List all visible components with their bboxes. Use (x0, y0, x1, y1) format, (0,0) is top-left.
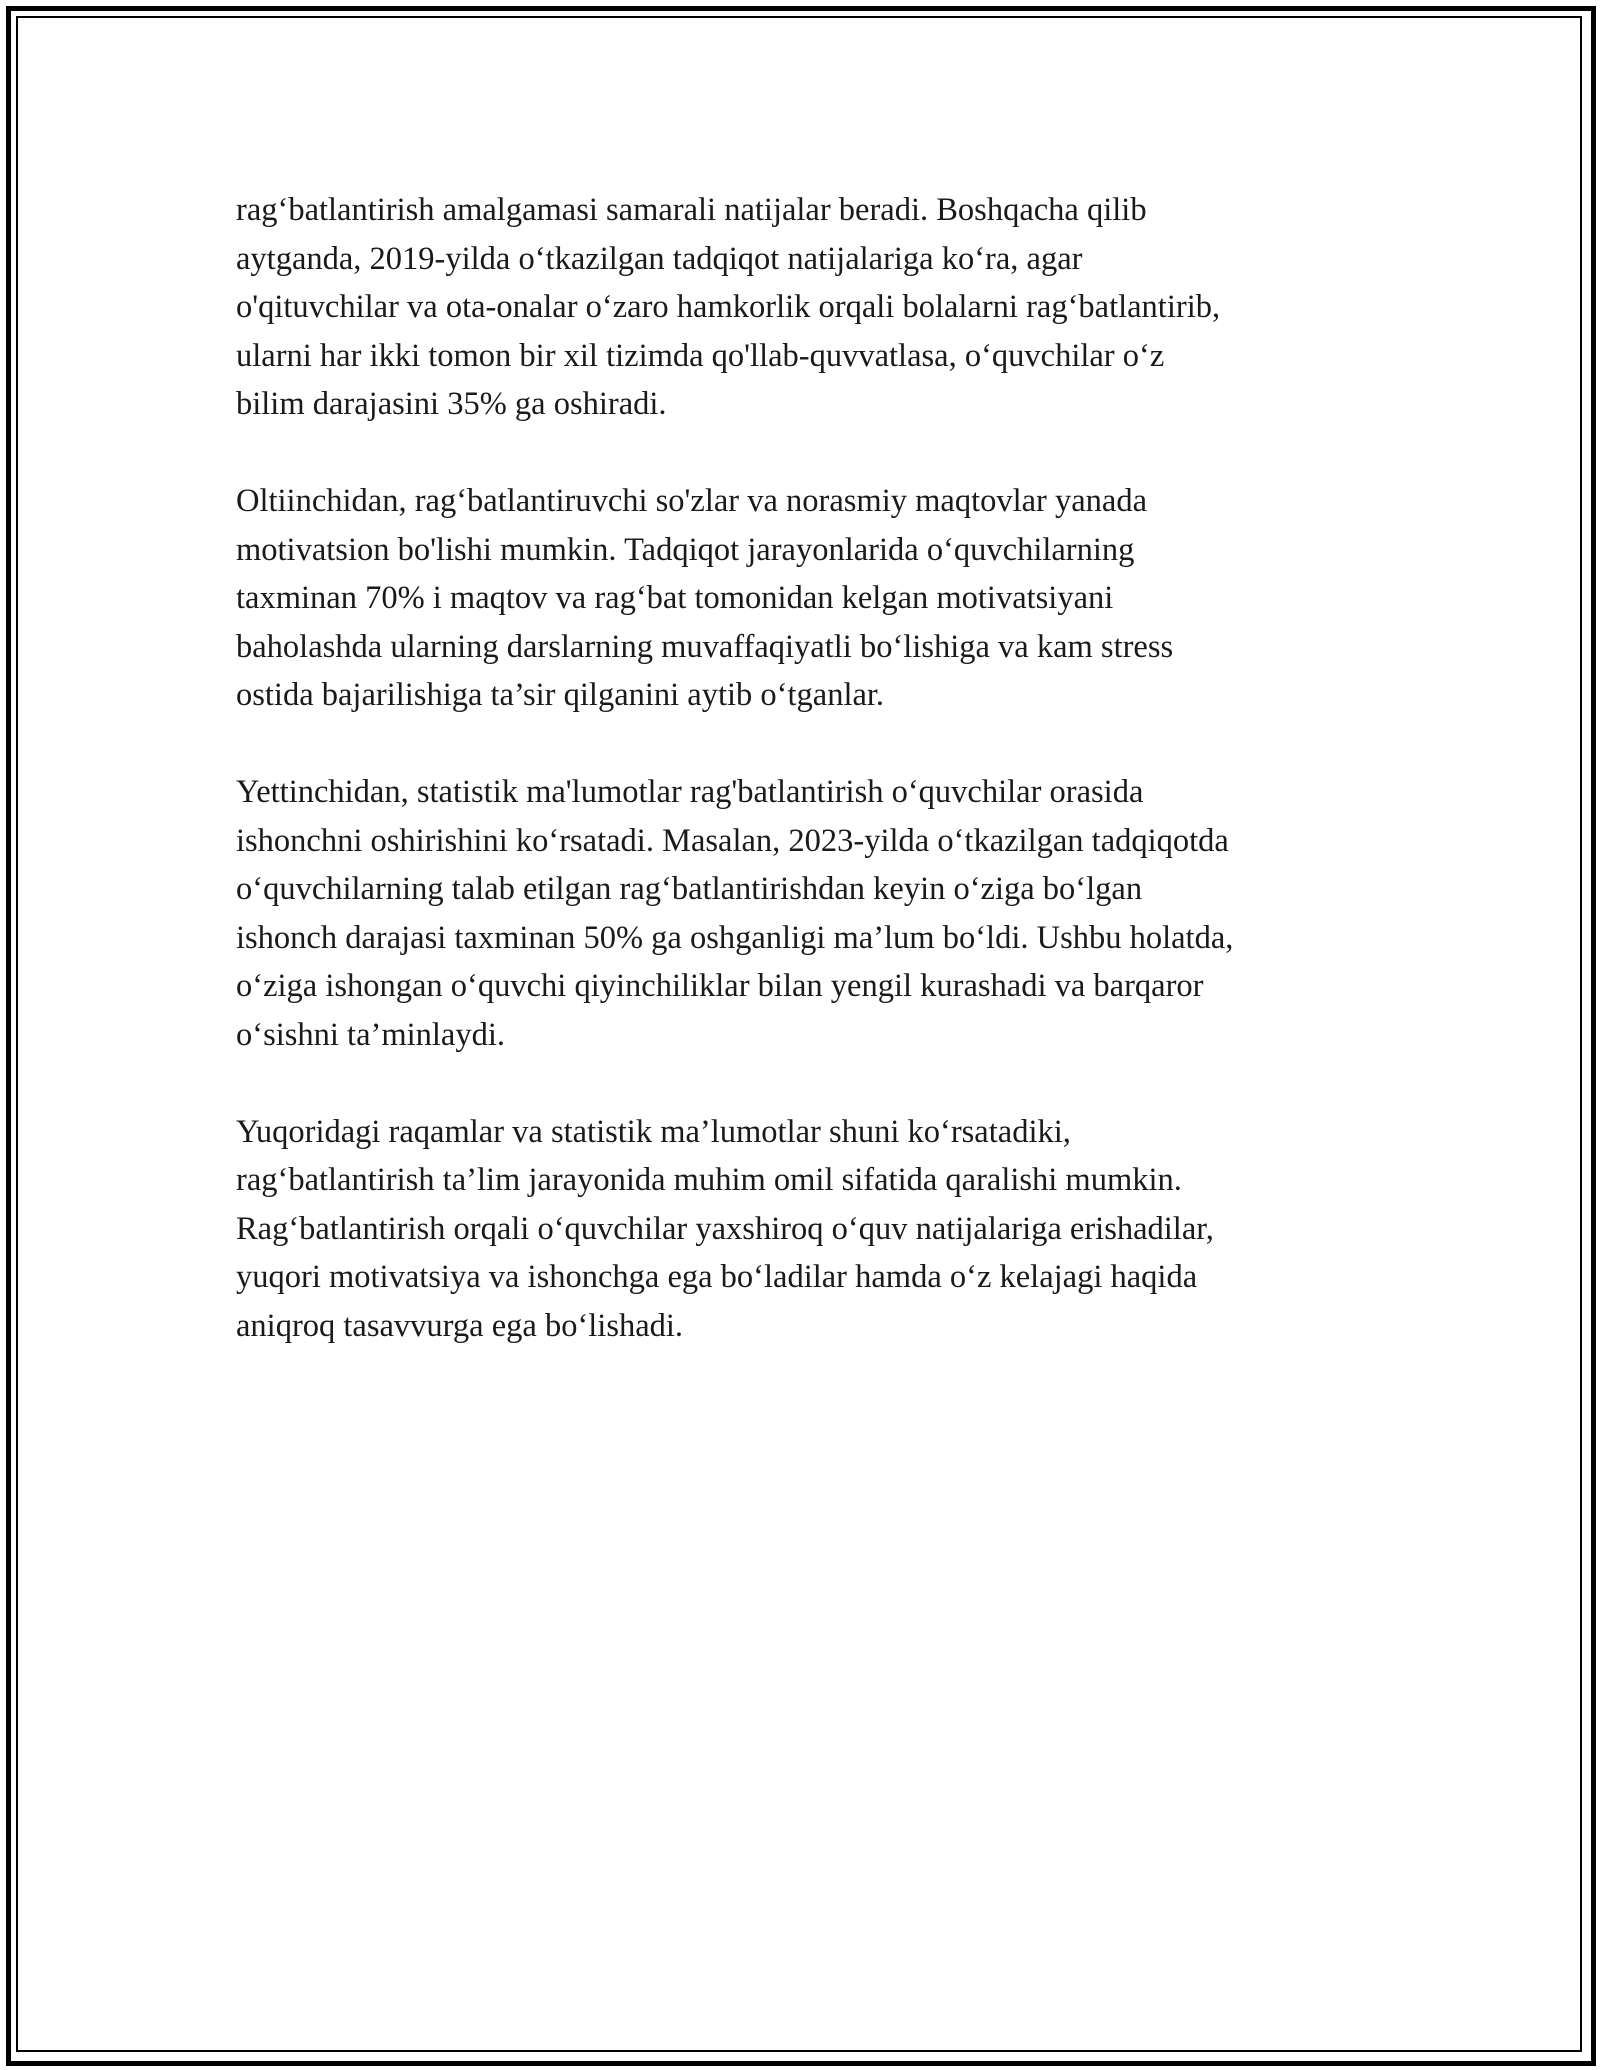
text-line: ishonchni oshirishini ko‘rsatadi. Masalan, 2023-yilda o‘tkazilgan tadqiqotda (236, 822, 1229, 859)
paragraph-3 (236, 768, 1376, 1059)
text-line: o‘quvchilarning talab etilgan rag‘batlantirishdan keyin o‘ziga bo‘lgan (236, 871, 1143, 907)
text-line: rag‘batlantirish amalgamasi samarali natijalar beradi. Boshqacha qilib (236, 192, 1147, 228)
text-line: o‘sishni ta’minlaydi. (236, 1016, 505, 1053)
text-line: aytganda, 2019-yilda o‘tkazilgan tadqiqot natijalariga ko‘ra, agar (236, 240, 1083, 277)
text-line: ostida bajarilishiga ta’sir qilganini aytib o‘tganlar. (236, 677, 885, 713)
paragraph-2 (236, 477, 1376, 720)
paragraph-4 (236, 1108, 1376, 1351)
text-line: Yettinchidan, statistik ma'lumotlar rag'batlantirish o‘quvchilar orasida (236, 774, 1144, 810)
text-line: ularni har ikki tomon bir xil tizimda qo'llab-quvvatlasa, o‘quvchilar o‘z (236, 337, 1165, 374)
text-line: motivatsion bo'lishi mumkin. Tadqiqot jarayonlarida o‘quvchilarning (236, 531, 1135, 568)
text-line: ishonch darajasi taxminan 50% ga oshganligi ma’lum bo‘ldi. Ushbu holatda, (236, 919, 1234, 956)
text-line: yuqori motivatsiya va ishonchga ega bo‘ladilar hamda o‘z kelajagi haqida (236, 1259, 1198, 1295)
text-line: o‘ziga ishongan o‘quvchi qiyinchiliklar bilan yengil kurashadi va barqaror (236, 968, 1204, 1004)
text-line: aniqroq tasavvurga ega bo‘lishadi. (236, 1307, 684, 1344)
text-line: taxminan 70% i maqtov va rag‘bat tomonidan kelgan motivatsiyani (236, 580, 1114, 616)
text-line: Yuqoridagi raqamlar va statistik ma’lumotlar shuni ko‘rsatadiki, (236, 1113, 1071, 1150)
text-line: Rag‘batlantirish orqali o‘quvchilar yaxshiroq o‘quv natijalariga erishadilar, (236, 1210, 1214, 1247)
paragraph-1 (236, 186, 1376, 429)
text-line: baholashda ularning darslarning muvaffaqiyatli bo‘lishiga va kam stress (236, 628, 1174, 665)
text-line: o'qituvchilar va ota-onalar o‘zaro hamkorlik orqali bolalarni rag‘batlantirib, (236, 289, 1221, 325)
text-line: rag‘batlantirish ta’lim jarayonida muhim omil sifatida qaralishi mumkin. (236, 1162, 1182, 1198)
text-line: bilim darajasini 35% ga oshiradi. (236, 386, 667, 422)
document-body (236, 186, 1376, 1399)
text-line: Oltiinchidan, rag‘batlantiruvchi so'zlar va norasmiy maqtovlar yanada (236, 483, 1148, 519)
